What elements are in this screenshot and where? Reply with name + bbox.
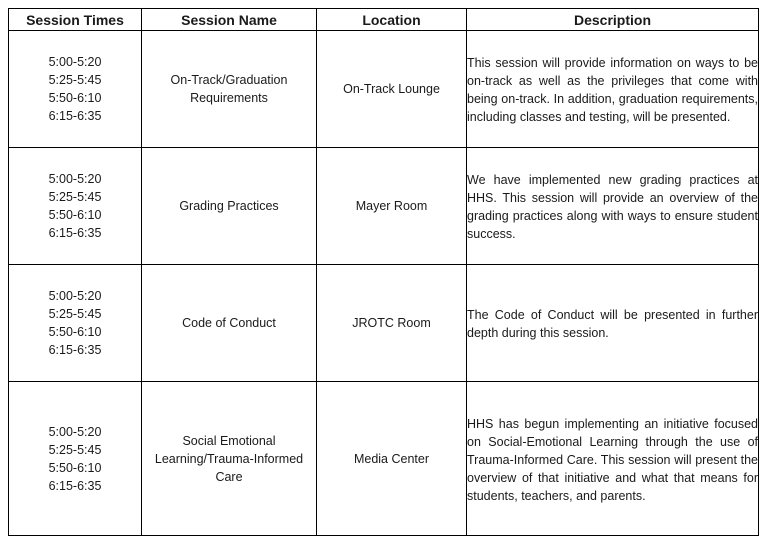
- session-location: Mayer Room: [317, 148, 467, 265]
- session-location: Media Center: [317, 382, 467, 536]
- session-name: Code of Conduct: [142, 265, 317, 382]
- header-location: Location: [317, 9, 467, 31]
- session-description: [467, 148, 759, 265]
- header-session-name: Session Name: [142, 9, 317, 31]
- table-row: [9, 382, 759, 536]
- session-description-text: HHS has begun implementing an initiative focused on Social-Emotional Learning through the use of Trauma-Informed Care. This session will present the overview of that initiative and what that means for students, teachers, and parents.: [467, 416, 758, 503]
- table-row: [9, 148, 759, 265]
- session-description: [467, 265, 759, 382]
- session-location: JROTC Room: [317, 265, 467, 382]
- session-time: 6:15-6:35: [48, 226, 102, 240]
- session-time: 5:25-5:45: [48, 190, 102, 204]
- session-time: 5:50-6:10: [48, 91, 102, 105]
- session-table: [8, 8, 759, 536]
- session-time: 6:15-6:35: [48, 478, 102, 493]
- session-times-cell: [9, 31, 142, 148]
- session-time: 6:15-6:35: [48, 343, 102, 357]
- header-description: Description: [467, 9, 759, 31]
- session-time: 5:00-5:20: [48, 172, 102, 186]
- session-time: 5:00-5:20: [48, 289, 102, 303]
- session-description: [467, 31, 759, 148]
- session-time: 5:50-6:10: [48, 208, 102, 222]
- session-description-text: We have implemented new grading practices at HHS. This session will provide an overview of the grading practices along with ways to ensure student success.: [467, 173, 758, 241]
- session-time: 5:25-5:45: [48, 307, 102, 321]
- table-row: [9, 265, 759, 382]
- session-time: 5:50-6:10: [48, 325, 102, 339]
- session-name: On-Track/Graduation Requirements: [142, 31, 317, 148]
- session-description-text: This session will provide information on ways to be on-track as well as the privileges that come with being on-track. In addition, graduation requirements, including classes and testing, will be presented.: [467, 56, 758, 124]
- session-name: Social Emotional Learning/Trauma-Informed Care: [142, 382, 317, 536]
- header-row: [9, 9, 759, 31]
- session-description: [467, 382, 759, 536]
- session-name: Grading Practices: [142, 148, 317, 265]
- table-row: [9, 31, 759, 148]
- header-session-times: Session Times: [9, 9, 142, 31]
- session-time: 5:00-5:20: [48, 55, 102, 69]
- session-time: 6:15-6:35: [48, 109, 102, 123]
- session-location: On-Track Lounge: [317, 31, 467, 148]
- session-times-cell: [9, 382, 142, 536]
- session-time: 5:25-5:45: [48, 73, 102, 87]
- session-times-cell: [9, 148, 142, 265]
- session-time: 5:50-6:10: [48, 460, 102, 475]
- session-description-text: The Code of Conduct will be presented in further depth during this session.: [467, 308, 758, 340]
- session-times-cell: [9, 265, 142, 382]
- session-time: 5:25-5:45: [48, 442, 102, 457]
- session-time: 5:00-5:20: [48, 424, 102, 439]
